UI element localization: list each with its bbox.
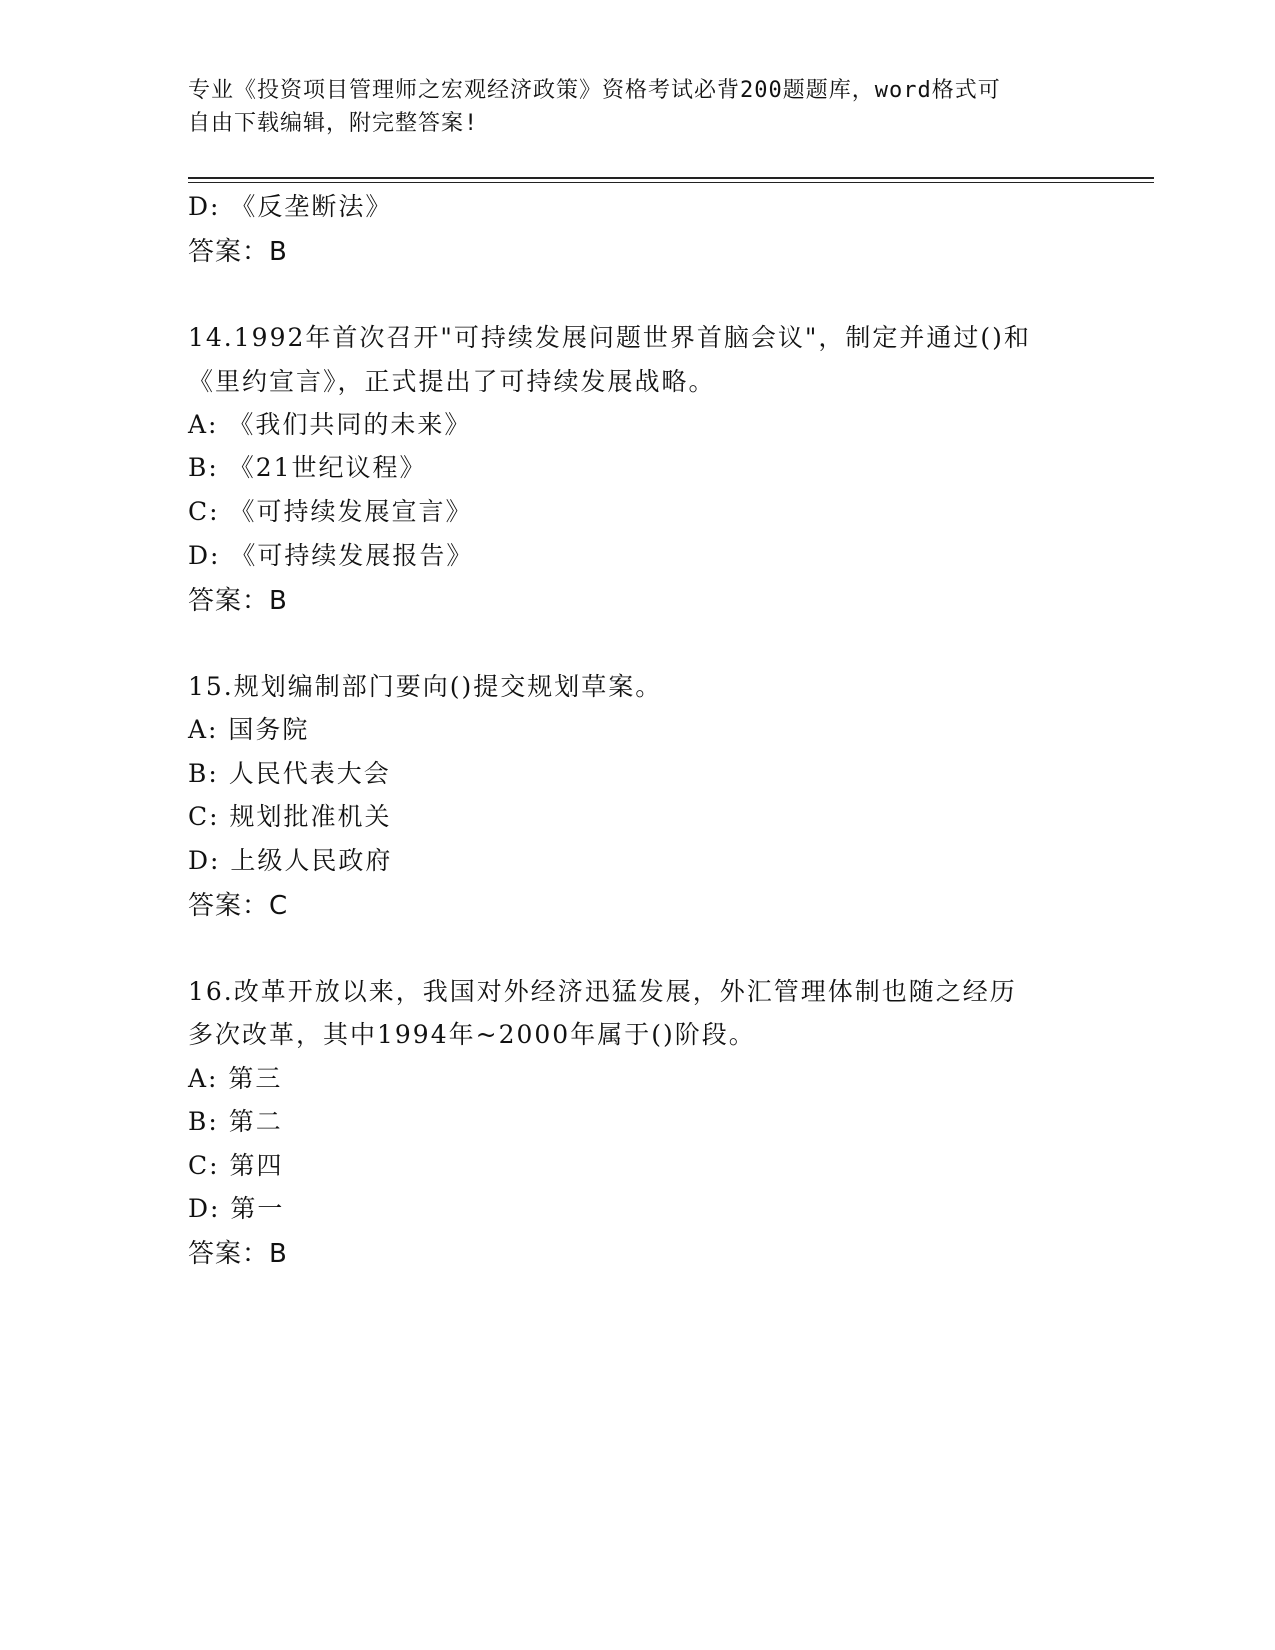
header-divider-thick [188, 177, 1154, 179]
question-stem-line-2: 多次改革，其中1994年~2000年属于()阶段。 [188, 1020, 756, 1049]
prev-option-d: D: 《反垄断法》 [188, 192, 393, 221]
question-stem-line-1: 15.规划编制部门要向()提交规划草案。 [188, 672, 663, 701]
question-stem-line-2: 《里约宣言》，正式提出了可持续发展战略。 [188, 367, 716, 396]
header-divider-thin [188, 182, 1154, 183]
question-stem-line-1: 16.改革开放以来，我国对外经济迅猛发展，外汇管理体制也随之经历 [188, 977, 1017, 1006]
header-line-2: 自由下载编辑，附完整答案! [188, 111, 479, 136]
option-d: D: 第一 [188, 1194, 285, 1223]
option-a: A: 第三 [188, 1064, 283, 1093]
option-c: C: 规划批准机关 [188, 802, 392, 831]
option-b: B: 第二 [188, 1107, 283, 1136]
document-header [188, 74, 1068, 140]
option-a: A: 国务院 [188, 715, 310, 744]
option-c: C: 《可持续发展宣言》 [188, 497, 473, 526]
prev-answer: 答案：B [188, 237, 288, 267]
answer: 答案：B [188, 1239, 288, 1269]
question-stem-line-1: 14.1992年首次召开"可持续发展问题世界首脑会议"，制定并通过()和 [188, 323, 1031, 352]
option-c: C: 第四 [188, 1151, 284, 1180]
header-line-1: 专业《投资项目管理师之宏观经济政策》资格考试必背200题题库，word格式可 [188, 78, 1001, 103]
option-d: D: 《可持续发展报告》 [188, 541, 474, 570]
option-b: B: 人民代表大会 [188, 759, 391, 788]
option-b: B: 《21世纪议程》 [188, 453, 427, 482]
option-a: A: 《我们共同的未来》 [188, 410, 472, 439]
answer: 答案：B [188, 586, 288, 616]
option-d: D: 上级人民政府 [188, 846, 393, 875]
answer: 答案：C [188, 891, 289, 921]
